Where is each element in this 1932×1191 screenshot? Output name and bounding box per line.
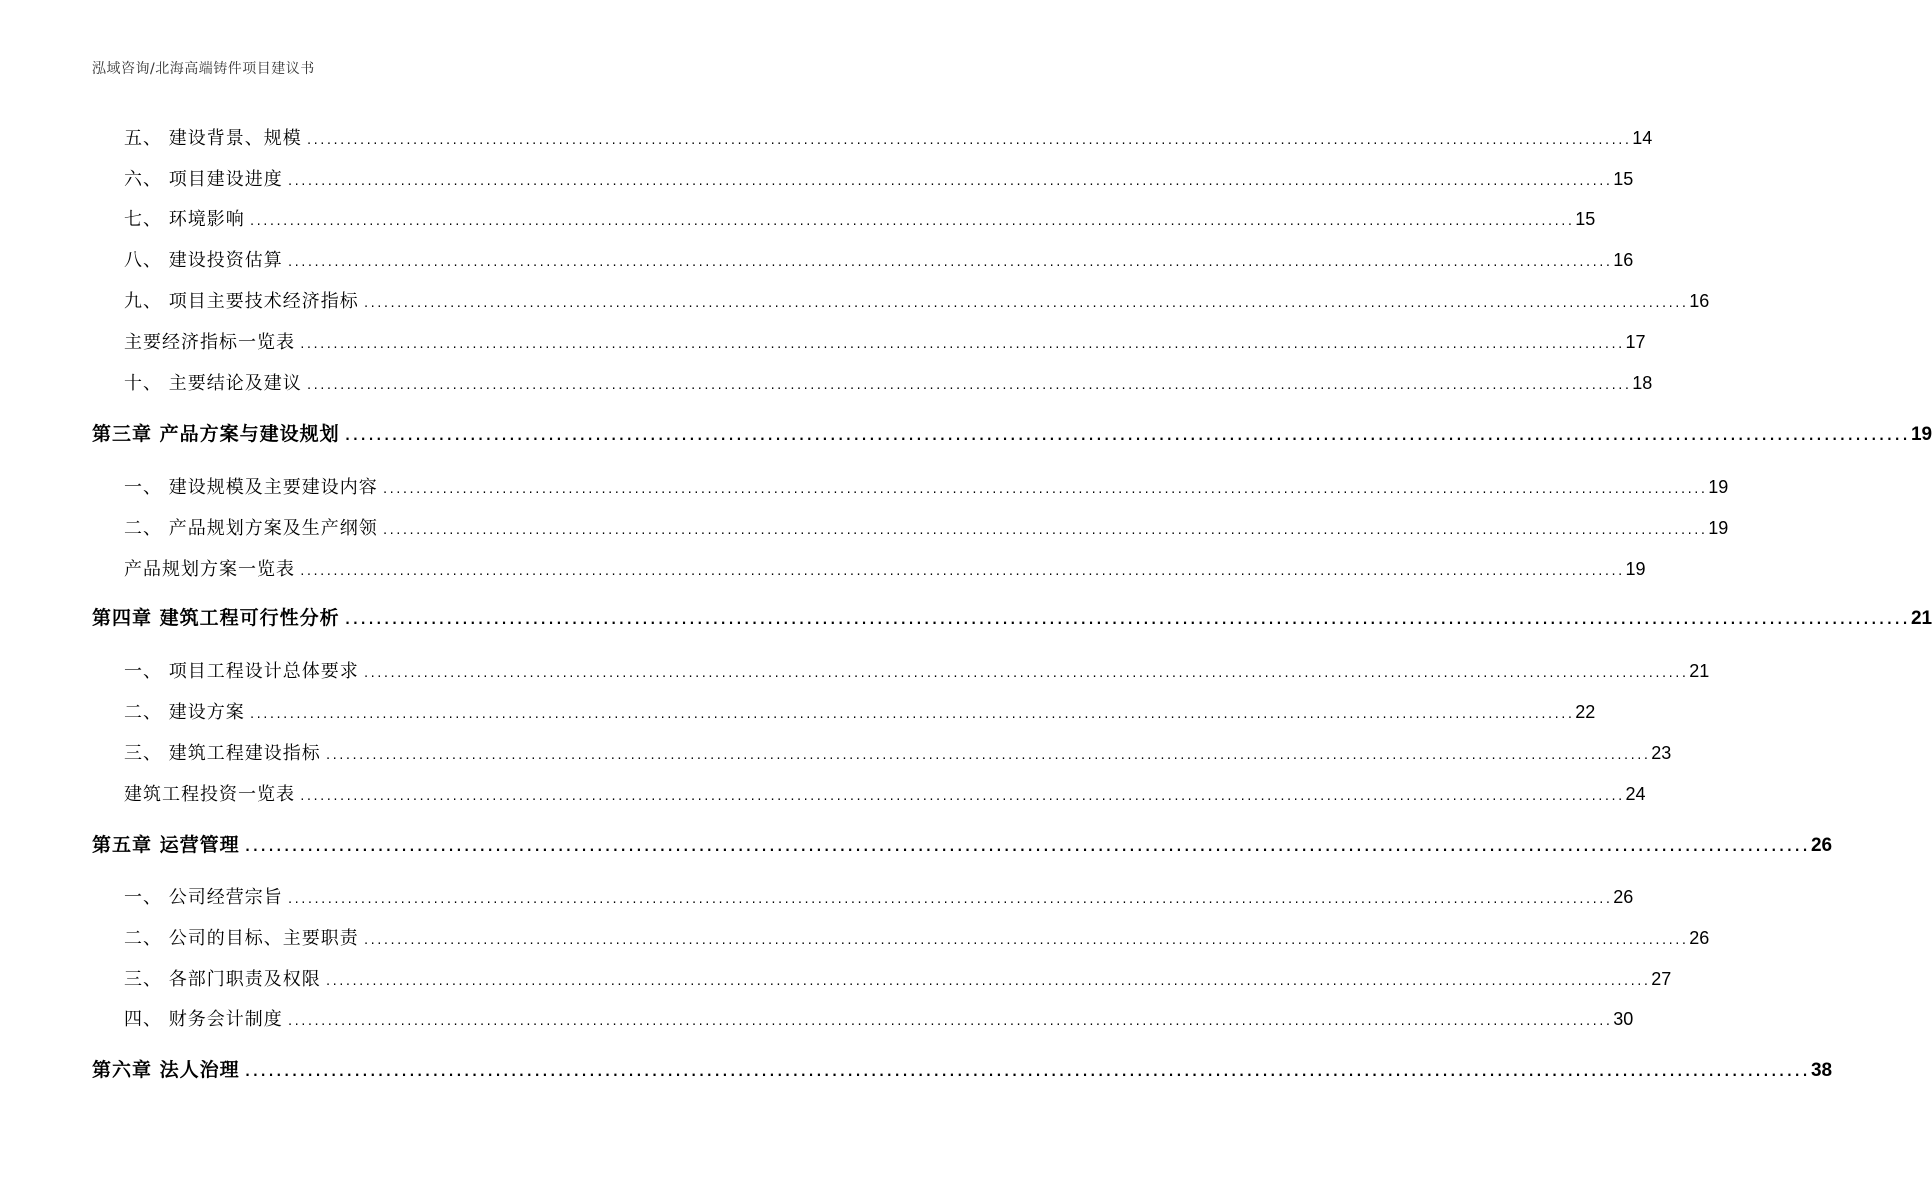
toc-leader-dots: ........................................................................................................................................................................................................ <box>381 483 1707 496</box>
toc-chapter[interactable] <box>92 1055 1833 1081</box>
toc-leader-dots: ........................................................................................................................................................................................................ <box>343 429 1909 444</box>
toc-entry-page: 21 <box>1689 661 1710 681</box>
toc-entry-title: 一、 建设规模及主要建设内容 <box>124 477 378 498</box>
toc-entry[interactable] <box>124 287 1710 312</box>
toc-entry[interactable] <box>124 514 1729 539</box>
toc-entry[interactable] <box>124 883 1634 908</box>
toc-entry[interactable] <box>124 657 1710 682</box>
toc-entry-title: 产品规划方案一览表 <box>124 559 295 580</box>
toc-entry[interactable] <box>124 1005 1634 1030</box>
toc-entry[interactable] <box>124 780 1646 805</box>
toc-entry-page: 22 <box>1575 702 1596 722</box>
toc-entry[interactable] <box>124 739 1672 764</box>
toc-entry[interactable] <box>124 698 1596 723</box>
toc-chapter-page: 19 <box>1910 424 1932 445</box>
toc-leader-dots: ........................................................................................................................................................................................................ <box>286 175 1612 188</box>
toc-entry-title: 七、 环境影响 <box>124 209 245 230</box>
toc-chapter-title: 第三章 产品方案与建设规划 <box>92 423 340 445</box>
toc-chapter-title: 第四章 建筑工程可行性分析 <box>92 607 340 629</box>
toc-entry[interactable] <box>124 328 1646 353</box>
running-header: 泓域咨询/北海高端铸件项目建议书 <box>92 61 315 77</box>
toc-leader-dots: ........................................................................................................................................................................................................ <box>305 379 1631 392</box>
toc-entry-page: 19 <box>1708 477 1729 497</box>
toc-leader-dots: ........................................................................................................................................................................................................ <box>243 1065 1809 1080</box>
toc-entry-title: 十、 主要结论及建议 <box>124 373 302 394</box>
toc-entry[interactable] <box>124 205 1596 230</box>
toc-entry[interactable] <box>124 965 1672 990</box>
toc-leader-dots: ........................................................................................................................................................................................................ <box>248 708 1574 721</box>
toc-entry-page: 17 <box>1625 332 1646 352</box>
toc-entry-title: 四、 财务会计制度 <box>124 1009 283 1030</box>
toc-leader-dots: ........................................................................................................................................................................................................ <box>362 667 1688 680</box>
toc-entry-title: 六、 项目建设进度 <box>124 169 283 190</box>
toc-entry-page: 19 <box>1625 559 1646 579</box>
toc-entry-page: 26 <box>1689 928 1710 948</box>
toc-chapter-page: 21 <box>1910 608 1932 629</box>
toc-entry-page: 15 <box>1575 209 1596 229</box>
toc-leader-dots: ........................................................................................................................................................................................................ <box>299 565 1624 578</box>
toc-leader-dots: ........................................................................................................................................................................................................ <box>324 749 1650 762</box>
toc-entry[interactable] <box>124 165 1634 190</box>
toc-entry-page: 23 <box>1651 743 1672 763</box>
toc-leader-dots: ........................................................................................................................................................................................................ <box>381 524 1707 537</box>
toc-entry-page: 27 <box>1651 969 1672 989</box>
toc-entry-page: 14 <box>1632 128 1653 148</box>
toc-entry[interactable] <box>124 369 1653 394</box>
toc-leader-dots: ........................................................................................................................................................................................................ <box>343 613 1909 628</box>
toc-leader-dots: ........................................................................................................................................................................................................ <box>362 934 1688 947</box>
toc-chapter-title: 第六章 法人治理 <box>92 1059 240 1081</box>
toc-leader-dots: ........................................................................................................................................................................................................ <box>286 1015 1612 1028</box>
toc-entry-page: 19 <box>1708 518 1729 538</box>
toc-leader-dots: ........................................................................................................................................................................................................ <box>299 338 1624 351</box>
toc-leader-dots: ........................................................................................................................................................................................................ <box>243 840 1809 855</box>
toc-leader-dots: ........................................................................................................................................................................................................ <box>305 134 1631 147</box>
toc-entry-title: 九、 项目主要技术经济指标 <box>124 291 359 312</box>
toc-leader-dots: ........................................................................................................................................................................................................ <box>286 893 1612 906</box>
toc-entry-title: 八、 建设投资估算 <box>124 250 283 271</box>
toc-entry-title: 三、 各部门职责及权限 <box>124 969 321 990</box>
toc-entry-title: 二、 产品规划方案及生产纲领 <box>124 518 378 539</box>
toc-entry-title: 五、 建设背景、规模 <box>124 128 302 149</box>
toc-entry-title: 一、 公司经营宗旨 <box>124 887 283 908</box>
toc-entry-page: 26 <box>1613 887 1634 907</box>
toc-entry-page: 16 <box>1689 291 1710 311</box>
toc-entry-title: 三、 建筑工程建设指标 <box>124 743 321 764</box>
toc-entry-page: 15 <box>1613 169 1634 189</box>
toc-leader-dots: ........................................................................................................................................................................................................ <box>299 790 1624 803</box>
toc-chapter[interactable] <box>92 830 1833 856</box>
toc-entry[interactable] <box>124 124 1653 149</box>
toc-entry[interactable] <box>124 246 1634 271</box>
toc-entry[interactable] <box>124 473 1729 498</box>
toc-chapter-title: 第五章 运营管理 <box>92 834 240 856</box>
toc-entry-title: 二、 建设方案 <box>124 702 245 723</box>
toc-entry-title: 二、 公司的目标、主要职责 <box>124 928 359 949</box>
toc-leader-dots: ........................................................................................................................................................................................................ <box>362 297 1688 310</box>
toc-entry-title: 建筑工程投资一览表 <box>124 784 295 805</box>
toc-chapter-page: 26 <box>1810 835 1833 856</box>
toc-chapter[interactable] <box>92 603 1932 629</box>
toc-entry-page: 18 <box>1632 373 1653 393</box>
toc-entry-page: 16 <box>1613 250 1634 270</box>
toc-leader-dots: ........................................................................................................................................................................................................ <box>324 975 1650 988</box>
toc-entry[interactable] <box>124 555 1646 580</box>
toc-leader-dots: ........................................................................................................................................................................................................ <box>286 256 1612 269</box>
toc-chapter-page: 38 <box>1810 1060 1833 1081</box>
toc-entry-page: 24 <box>1625 784 1646 804</box>
toc-entry-title: 一、 项目工程设计总体要求 <box>124 661 359 682</box>
toc-leader-dots: ........................................................................................................................................................................................................ <box>248 215 1574 228</box>
toc-chapter[interactable] <box>92 419 1932 445</box>
toc-entry-page: 30 <box>1613 1009 1634 1029</box>
toc-entry[interactable] <box>124 924 1710 949</box>
toc-entry-title: 主要经济指标一览表 <box>124 332 295 353</box>
